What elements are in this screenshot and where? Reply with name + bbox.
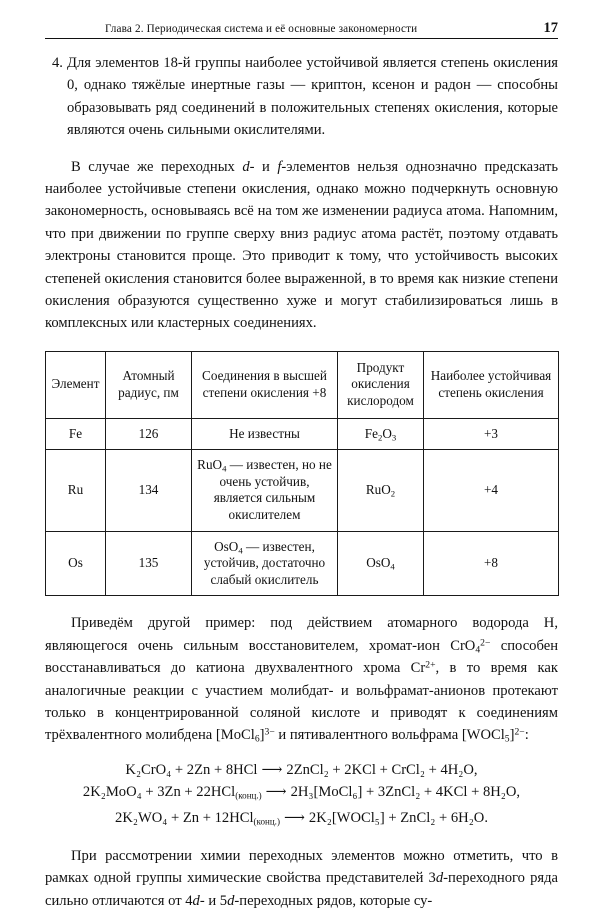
table-header-row xyxy=(46,351,559,418)
cell-element: Os xyxy=(46,531,106,596)
equation-left: K₂CrO₄ + 2Zn + 8HCl xyxy=(125,761,258,778)
para1-part-a: В случае же переходных xyxy=(71,158,243,175)
cell-element: Fe xyxy=(46,418,106,450)
formula-sub: 5 xyxy=(504,733,510,745)
paragraph-transition-series xyxy=(45,845,558,912)
cell-oxidation-product xyxy=(338,450,424,531)
paragraph-chromate-example xyxy=(45,612,558,746)
table-header xyxy=(46,351,559,418)
formula-base: OsO xyxy=(366,555,391,571)
formula-sub: 2 xyxy=(377,431,383,442)
list-item xyxy=(45,52,558,142)
spacer xyxy=(45,142,558,156)
page-content xyxy=(45,52,558,912)
cell-radius: 134 xyxy=(106,450,192,531)
equation-condition: (конц.) xyxy=(253,816,280,827)
oxidation-states-table xyxy=(45,351,559,597)
reaction-arrow-icon: ⟶ xyxy=(283,809,305,826)
equation-condition: (конц.) xyxy=(235,790,262,801)
formula-base: RuO xyxy=(365,482,391,498)
para3-part-c: - и 5 xyxy=(199,892,228,909)
equation-right: 2ZnCl₂ + 2KCl + CrCl₂ + 4H₂O, xyxy=(286,761,478,778)
d-symbol: d xyxy=(435,870,444,887)
table-header-element: Элемент xyxy=(46,351,106,418)
formula-sup: 2− xyxy=(480,637,491,649)
table-header-oxidation-product: Продукт окисления кислородом xyxy=(338,351,424,418)
para2-part-d: и пятивалентного вольфрама [WOCl xyxy=(274,727,505,744)
formula-mid: O xyxy=(382,425,392,441)
formula-sub: 3 xyxy=(391,431,397,442)
para1-part-b: - и xyxy=(249,158,278,175)
equation-3 xyxy=(45,807,558,833)
equation-right: 2K₂[WOCl₅] + ZnCl₂ + 6H₂O. xyxy=(308,809,488,826)
equation-block xyxy=(45,759,558,833)
cell-most-stable-state: +4 xyxy=(424,450,559,531)
table-body xyxy=(46,418,559,596)
formula-sub: 4 xyxy=(238,544,243,555)
equation-2 xyxy=(45,781,558,807)
formula-base: RuO xyxy=(197,457,223,473)
spacer xyxy=(45,747,558,759)
bracket-close: ] xyxy=(509,727,515,744)
f-symbol: f xyxy=(277,158,282,175)
table-header-most-stable-state: Наиболее устойчивая степень окисления xyxy=(424,351,559,418)
running-head xyxy=(45,20,558,37)
cell-radius: 135 xyxy=(106,531,192,596)
para2-part-b: способен восстанавливаться до катиона двухвалентного хрома Cr xyxy=(45,637,559,677)
formula-sup: 2+ xyxy=(425,659,436,671)
spacer xyxy=(45,833,558,845)
d-symbol: d xyxy=(192,892,200,909)
list-item-number: 4. xyxy=(52,55,63,71)
table-row xyxy=(46,450,559,531)
page-number: 17 xyxy=(543,20,558,36)
cell-most-stable-state: +8 xyxy=(424,531,559,596)
cell-compound xyxy=(192,531,338,596)
para2-part-c: , в то время как аналогичные реакции с участием молибдат- и вольфрамат-анионов протекают только в концентрированной соляной кислоте и приводят к соединениям трёхвалентного молибдена [MoCl xyxy=(45,660,558,744)
cell-compound xyxy=(192,450,338,531)
cell-oxidation-product xyxy=(338,418,424,450)
cell-oxidation-product xyxy=(338,531,424,596)
table-row xyxy=(46,418,559,450)
formula-base: OsO xyxy=(214,538,239,554)
reaction-arrow-icon: ⟶ xyxy=(265,784,287,801)
para3-part-d: -переходных рядов, которые су- xyxy=(234,892,433,909)
spacer xyxy=(45,596,558,612)
formula-sub: 2 xyxy=(390,488,396,499)
paragraph-transition-elements xyxy=(45,156,558,335)
cell-most-stable-state: +3 xyxy=(424,418,559,450)
table-row xyxy=(46,531,559,596)
formula-sup: 3− xyxy=(264,726,275,738)
para1-part-c: -элементов нельзя однозначно предсказать наиболее устойчивые степени окисления, однако можно подчеркнуть основную закономерность, основываясь всё на том же изменении радиуса атома. Напомним, что при движении по группе сверху вниз радиус атома растёт, поэтому отдавать электроны становится проще. Это приводит к тому, что устойчивость высоких степеней окисления становится более выраженной, в то время как низкие степени окисления образуются существенно хуже и могут стабилизироваться лишь в комплексных или кластерных соединениях. xyxy=(45,158,559,332)
cell-element: Ru xyxy=(46,450,106,531)
header-rule xyxy=(45,38,558,39)
equation-right: 2H₃[MoCl₆] + 3ZnCl₂ + 4KCl + 8H₂O, xyxy=(290,784,521,801)
list-item-text: Для элементов 18-й группы наиболее устойчивой является степень окисления 0, однако тяжёлые инертные газы — криптон, ксенон и радон — способны образовывать ряд соединений в положительных степенях окисления, которые являются очень сильными окислителями. xyxy=(67,55,558,139)
spacer xyxy=(45,335,558,351)
formula-sub: 4 xyxy=(475,644,481,656)
formula-base: Fe xyxy=(364,425,378,441)
para3-part-b: -переходного ряда сильно отличаются от 4 xyxy=(45,870,559,909)
d-symbol: d xyxy=(227,892,235,909)
formula-sub: 4 xyxy=(222,463,227,474)
chapter-title: Глава 2. Периодическая система и её основные закономерности xyxy=(105,23,418,35)
para3-part-a: При рассмотрении химии переходных элементов можно отметить, что в рамках одной группы химические свойства представителей 3 xyxy=(45,847,558,887)
compound-description: — известен, устойчив, достаточно слабый окислитель xyxy=(203,538,326,587)
table-header-compounds: Соединения в высшей степени окисления +8 xyxy=(192,351,338,418)
table-header-radius: Атомный радиус, пм xyxy=(106,351,192,418)
d-symbol: d xyxy=(242,158,250,175)
formula-sub: 6 xyxy=(254,733,260,745)
formula-sub: 4 xyxy=(390,561,395,572)
equation-1 xyxy=(45,759,558,781)
para2-part-e: : xyxy=(524,727,529,744)
reaction-arrow-icon: ⟶ xyxy=(261,761,283,778)
compound-description: — известен, но не очень устойчив, является сильным окислителем xyxy=(213,457,332,523)
bracket-close: ] xyxy=(259,727,265,744)
equation-left: 2K₂WO₄ + Zn + 12HCl xyxy=(115,809,254,826)
equation-left: 2K₂MoO₄ + 3Zn + 22HCl xyxy=(82,784,236,801)
cell-radius: 126 xyxy=(106,418,192,450)
para2-part-a: Приведём другой пример: под действием атомарного водорода H, являющегося очень сильным восстановителем, хромат-ион CrO xyxy=(45,615,558,654)
cell-compound: Не известны xyxy=(192,418,338,450)
formula-sup: 2− xyxy=(514,726,525,738)
